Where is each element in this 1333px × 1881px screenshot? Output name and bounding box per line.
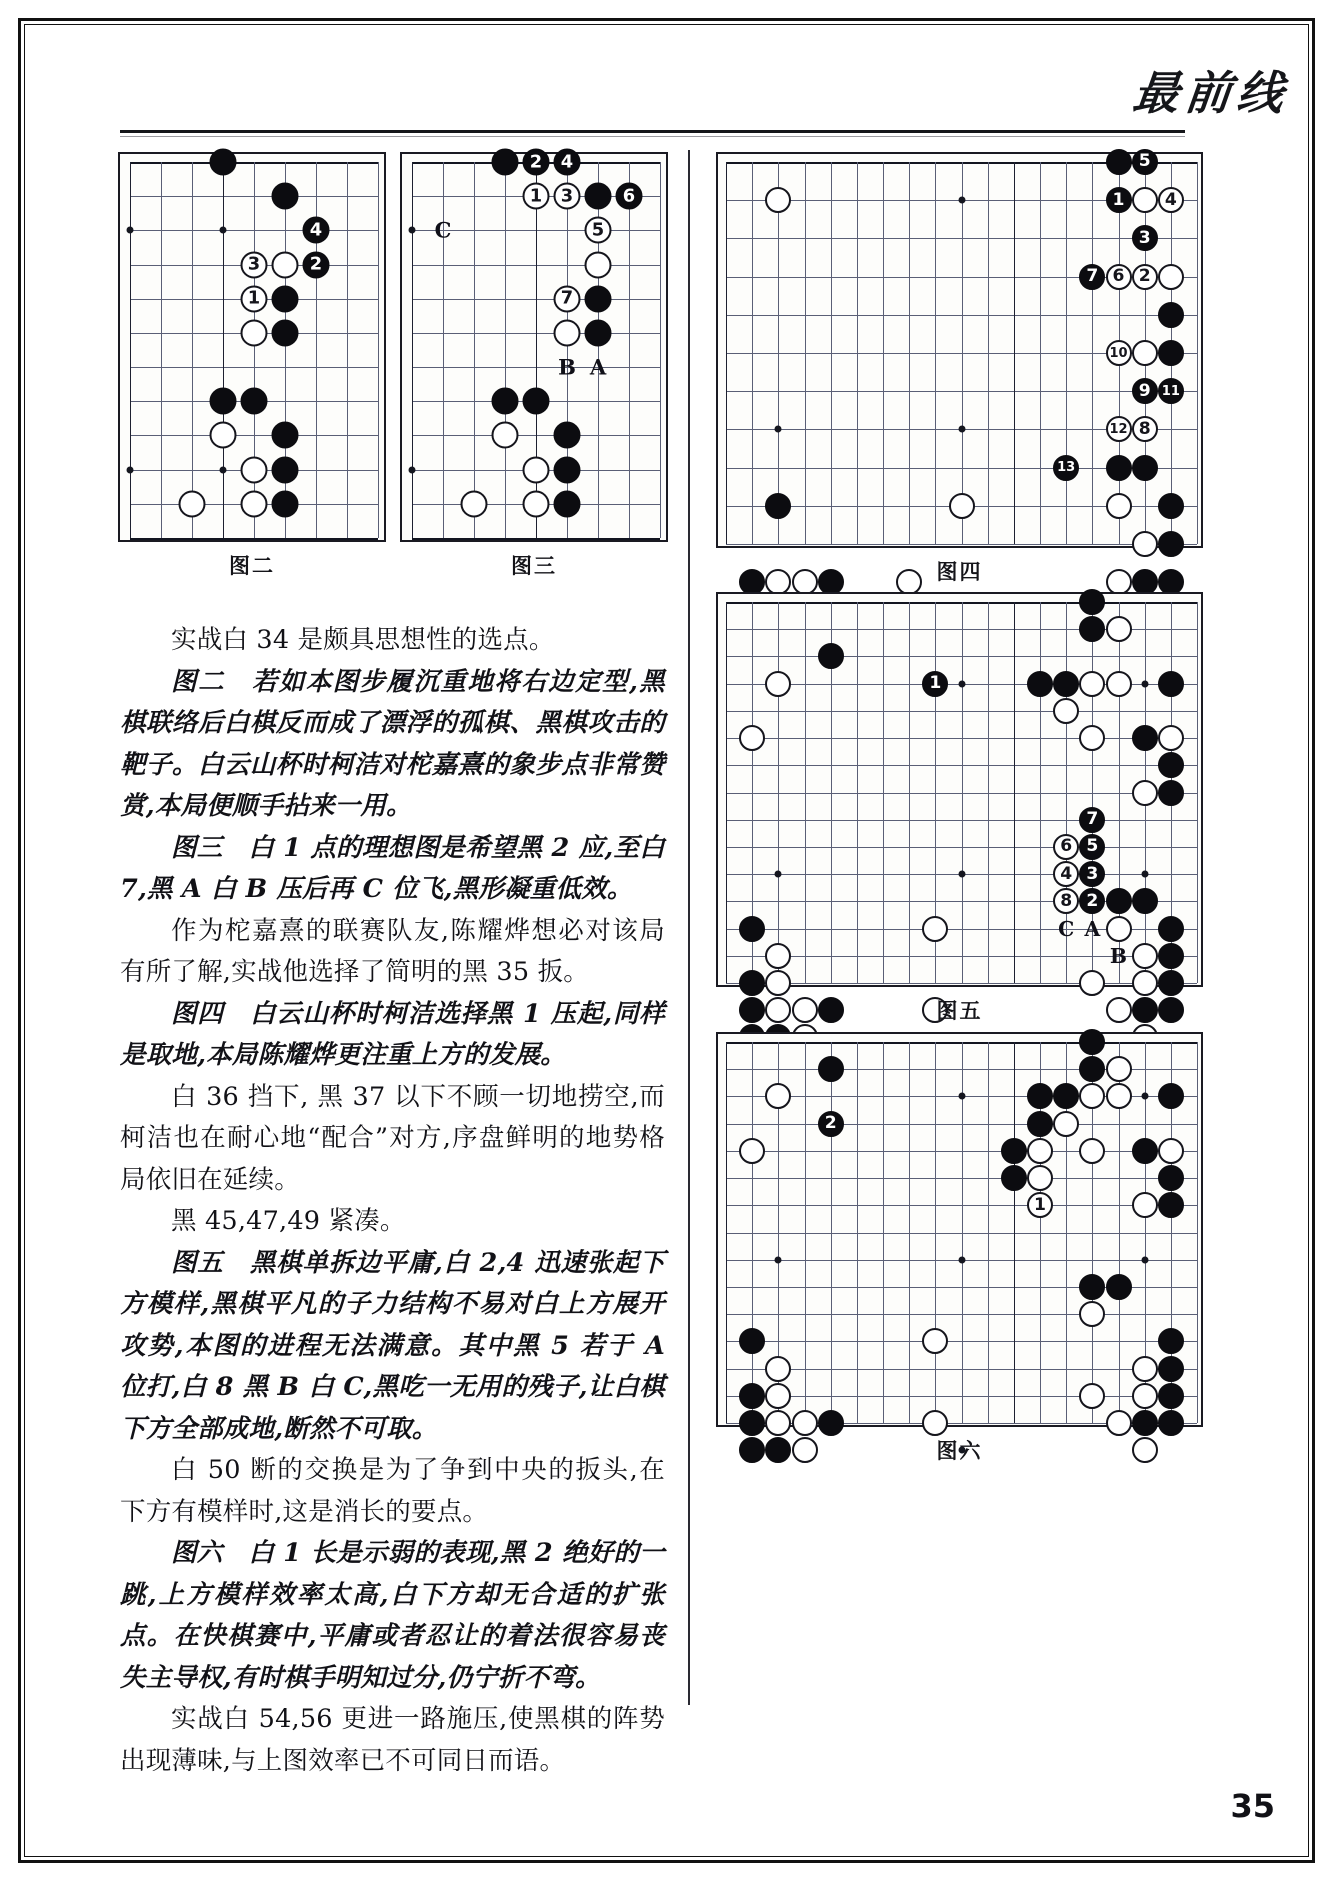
- black-stone: [585, 319, 612, 346]
- grid-line-vertical: [1014, 1042, 1015, 1423]
- star-point: [409, 466, 416, 473]
- grid-line-vertical: [778, 602, 779, 983]
- star-point: [958, 1256, 965, 1263]
- masthead-rule-secondary: [120, 136, 1185, 137]
- black-stone: [739, 1328, 765, 1354]
- grid-line-vertical: [347, 162, 348, 538]
- white-stone: [1132, 943, 1158, 969]
- white-stone: [1079, 671, 1105, 697]
- white-stone: [1106, 416, 1132, 442]
- black-stone: [554, 422, 581, 449]
- white-stone: [922, 1410, 948, 1436]
- black-stone: [1027, 1083, 1053, 1109]
- grid-line-vertical: [909, 602, 910, 983]
- paragraph: 图三 白 1 点的理想图是希望黑 2 应,至白 7,黑 A 白 B 压后再 C 位飞,黑形凝重低效。: [120, 832, 665, 904]
- black-stone: [272, 319, 299, 346]
- white-stone: [765, 671, 791, 697]
- black-stone: [241, 388, 268, 415]
- black-stone: [210, 388, 237, 415]
- star-point: [958, 680, 965, 687]
- black-stone: [272, 422, 299, 449]
- black-stone: [1132, 1410, 1158, 1436]
- white-stone: [461, 490, 488, 517]
- white-stone: [1027, 1138, 1053, 1164]
- go-diagram-5: [716, 592, 1203, 987]
- star-point: [220, 227, 227, 234]
- grid-line-vertical: [857, 162, 858, 544]
- black-stone: [739, 970, 765, 996]
- white-stone: [1079, 1301, 1105, 1327]
- point-label: C: [434, 217, 452, 243]
- black-stone: [554, 490, 581, 517]
- black-stone: [1079, 1056, 1105, 1082]
- move-number: 5: [1138, 151, 1151, 172]
- white-stone: [1158, 1138, 1184, 1164]
- white-stone: [739, 725, 765, 751]
- grid-line-vertical: [629, 162, 630, 538]
- white-stone: [241, 490, 268, 517]
- black-stone: [1079, 1274, 1105, 1300]
- go-diagram-4-caption: 图四: [936, 560, 983, 584]
- black-stone: [818, 643, 844, 669]
- grid-line-vertical: [161, 162, 162, 538]
- column-divider: [688, 150, 690, 1705]
- move-number: 4: [1164, 189, 1177, 210]
- black-stone: [616, 183, 643, 210]
- move-number: 13: [1057, 460, 1076, 476]
- grid-line-vertical: [660, 162, 661, 538]
- black-stone: [1053, 455, 1079, 481]
- grid-line-horizontal: [726, 544, 1197, 545]
- move-number: 2: [309, 253, 323, 275]
- star-point: [127, 466, 134, 473]
- white-stone: [1132, 1356, 1158, 1382]
- paragraph: 实战白 54,56 更进一路施压,使黑棋的阵势出现薄味,与上图效率已不可同日而语。: [120, 1704, 665, 1776]
- black-stone: [554, 149, 581, 176]
- white-stone: [523, 456, 550, 483]
- black-stone: [818, 1056, 844, 1082]
- white-stone: [1106, 1410, 1132, 1436]
- black-stone: [1158, 1383, 1184, 1409]
- white-stone: [241, 319, 268, 346]
- star-point: [775, 871, 782, 878]
- black-stone: [303, 251, 330, 278]
- grid-line-vertical: [726, 602, 727, 983]
- black-stone: [1132, 888, 1158, 914]
- grid-line-vertical: [831, 1042, 832, 1423]
- white-stone: [1158, 264, 1184, 290]
- black-stone: [1079, 888, 1105, 914]
- white-stone: [1106, 493, 1132, 519]
- black-stone: [1158, 1165, 1184, 1191]
- white-stone: [1132, 1192, 1158, 1218]
- black-stone: [272, 183, 299, 210]
- white-stone: [210, 422, 237, 449]
- grid-line-vertical: [1014, 602, 1015, 983]
- paragraph: 图二 若如本图步履沉重地将右边定型,黑棋联络后白棋反而成了漂浮的孤棋、黑棋攻击的靶子。白云山杯时柯洁对柁嘉熹的象步点非常赞赏,本局便顺手拈来一用。: [120, 666, 665, 821]
- white-stone: [922, 1328, 948, 1354]
- black-stone: [1158, 1192, 1184, 1218]
- black-stone: [1001, 1138, 1027, 1164]
- black-stone: [1158, 493, 1184, 519]
- black-stone: [210, 149, 237, 176]
- grid-line-vertical: [192, 162, 193, 538]
- move-number: 1: [529, 185, 543, 207]
- white-stone: [241, 456, 268, 483]
- grid-line-vertical: [857, 602, 858, 983]
- white-stone: [1079, 725, 1105, 751]
- black-stone: [1079, 861, 1105, 887]
- star-point: [958, 197, 965, 204]
- move-number: 1: [247, 287, 261, 309]
- black-stone: [1106, 149, 1132, 175]
- star-point: [220, 466, 227, 473]
- grid-line-vertical: [935, 1042, 936, 1423]
- black-stone: [1106, 455, 1132, 481]
- white-stone: [523, 183, 550, 210]
- move-number: 11: [1161, 383, 1180, 399]
- grid-line-vertical: [1066, 162, 1067, 544]
- move-number: 7: [1086, 809, 1099, 830]
- move-number: 6: [622, 185, 636, 207]
- masthead-rule: [120, 130, 1185, 133]
- move-number: 1: [1112, 189, 1125, 210]
- move-number: 7: [1086, 266, 1099, 287]
- grid-line-vertical: [752, 1042, 753, 1423]
- white-stone: [1106, 1083, 1132, 1109]
- grid-line-vertical: [1197, 1042, 1198, 1423]
- star-point: [1141, 680, 1148, 687]
- grid-line-horizontal: [726, 983, 1197, 984]
- black-stone: [1158, 1328, 1184, 1354]
- point-label: A: [589, 354, 607, 380]
- grid-line-horizontal: [412, 538, 660, 540]
- white-stone: [765, 1383, 791, 1409]
- black-stone: [1079, 589, 1105, 615]
- star-point: [1141, 871, 1148, 878]
- star-point: [775, 426, 782, 433]
- white-stone: [765, 943, 791, 969]
- move-number: 2: [1138, 266, 1151, 287]
- black-stone: [1027, 671, 1053, 697]
- grid-line-vertical: [223, 162, 224, 538]
- white-stone: [739, 1138, 765, 1164]
- paragraph: 图六 白 1 长是示弱的表现,黑 2 绝好的一跳,上方模样效率太高,白下方却无合适的扩张点。在快棋赛中,平庸或者忍让的着法很容易丧失主导权,有时棋手明知过分,仍宁折不弯。: [120, 1538, 665, 1693]
- grid-line-vertical: [988, 1042, 989, 1423]
- grid-line-vertical: [752, 162, 753, 544]
- white-stone: [554, 285, 581, 312]
- star-point: [127, 227, 134, 234]
- grid-line-vertical: [883, 1042, 884, 1423]
- white-stone: [241, 285, 268, 312]
- black-stone: [1079, 834, 1105, 860]
- white-stone: [1079, 1083, 1105, 1109]
- white-stone: [1132, 264, 1158, 290]
- black-stone: [1158, 780, 1184, 806]
- black-stone: [492, 388, 519, 415]
- white-stone: [1158, 187, 1184, 213]
- grid-line-vertical: [805, 1042, 806, 1423]
- black-stone: [1079, 1029, 1105, 1055]
- star-point: [775, 1256, 782, 1263]
- black-stone: [1158, 340, 1184, 366]
- move-number: 8: [1060, 890, 1073, 911]
- go-diagram-2-caption: 图二: [229, 554, 275, 578]
- grid-line-vertical: [505, 162, 506, 538]
- black-stone: [739, 1410, 765, 1436]
- black-stone: [1132, 455, 1158, 481]
- grid-line-vertical: [378, 162, 379, 538]
- white-stone: [1027, 1165, 1053, 1191]
- grid-line-vertical: [726, 162, 727, 544]
- black-stone: [765, 493, 791, 519]
- white-stone: [1053, 888, 1079, 914]
- point-label: B: [1109, 943, 1128, 968]
- move-number: 1: [929, 673, 942, 694]
- grid-line-vertical: [1040, 162, 1041, 544]
- white-stone: [1053, 1111, 1079, 1137]
- grid-line-vertical: [805, 602, 806, 983]
- grid-line-vertical: [988, 162, 989, 544]
- paragraph: 白 36 挡下, 黑 37 以下不顾一切地捞空,而柯洁也在耐心地“配合”对方,序盘鲜明的地势格局依旧在延续。: [120, 1081, 665, 1195]
- paragraph: 实战白 34 是颇具思想性的选点。: [171, 625, 555, 655]
- black-stone: [1001, 1165, 1027, 1191]
- black-stone: [1158, 378, 1184, 404]
- move-number: 3: [1086, 863, 1099, 884]
- grid-line-vertical: [988, 602, 989, 983]
- black-stone: [1158, 1356, 1184, 1382]
- point-label: B: [558, 354, 576, 380]
- white-stone: [554, 183, 581, 210]
- grid-line-vertical: [909, 162, 910, 544]
- white-stone: [1132, 416, 1158, 442]
- grid-line-vertical: [883, 162, 884, 544]
- grid-line-vertical: [831, 162, 832, 544]
- grid-line-vertical: [1092, 162, 1093, 544]
- black-stone: [1132, 149, 1158, 175]
- black-stone: [1053, 671, 1079, 697]
- article-body: [120, 620, 665, 1782]
- black-stone: [922, 671, 948, 697]
- paragraph: 作为柁嘉熹的联赛队友,陈耀烨想必对该局有所了解,实战他选择了简明的黑 35 扳。: [120, 915, 665, 987]
- white-stone: [179, 490, 206, 517]
- move-number: 10: [1109, 345, 1128, 361]
- grid-line-vertical: [726, 1042, 727, 1423]
- black-stone: [1132, 725, 1158, 751]
- black-stone: [1158, 1410, 1184, 1436]
- black-stone: [739, 1383, 765, 1409]
- white-stone: [765, 1356, 791, 1382]
- page-number: 35: [1230, 1787, 1275, 1825]
- black-stone: [303, 217, 330, 244]
- black-stone: [1158, 943, 1184, 969]
- go-diagram-6: [716, 1032, 1203, 1427]
- black-stone: [818, 1111, 844, 1137]
- black-stone: [1132, 225, 1158, 251]
- move-number: 4: [309, 219, 323, 241]
- black-stone: [1106, 187, 1132, 213]
- black-stone: [1132, 378, 1158, 404]
- grid-line-vertical: [1040, 602, 1041, 983]
- grid-line-vertical: [130, 162, 131, 538]
- black-stone: [1053, 1083, 1079, 1109]
- white-stone: [1106, 1056, 1132, 1082]
- move-number: 4: [1060, 863, 1073, 884]
- black-stone: [523, 149, 550, 176]
- white-stone: [1106, 340, 1132, 366]
- grid-line-vertical: [1197, 602, 1198, 983]
- black-stone: [1132, 1138, 1158, 1164]
- star-point: [958, 426, 965, 433]
- black-stone: [1106, 888, 1132, 914]
- grid-line-vertical: [1014, 162, 1015, 544]
- white-stone: [1106, 264, 1132, 290]
- white-stone: [554, 319, 581, 346]
- grid-line-vertical: [778, 162, 779, 544]
- grid-line-vertical: [857, 1042, 858, 1423]
- star-point: [958, 871, 965, 878]
- white-stone: [241, 251, 268, 278]
- paragraph: 图五 黑棋单拆边平庸,白 2,4 迅速张起下方模样,黑棋平凡的子力结构不易对白上方展开攻势,本图的进程无法满意。其中黑 5 若于 A 位打,白 8 黑 B 白 C,黑吃一无用的残子,让白棋下方全部成地,断然不可取。: [120, 1247, 665, 1444]
- white-stone: [1053, 861, 1079, 887]
- move-number: 7: [560, 287, 574, 309]
- white-stone: [922, 916, 948, 942]
- grid-line-vertical: [909, 1042, 910, 1423]
- move-number: 3: [1138, 227, 1151, 248]
- move-number: 8: [1138, 418, 1151, 439]
- black-stone: [1158, 671, 1184, 697]
- black-stone: [1158, 1083, 1184, 1109]
- black-stone: [1158, 970, 1184, 996]
- white-stone: [1053, 834, 1079, 860]
- grid-line-vertical: [1197, 162, 1198, 544]
- black-stone: [1106, 1274, 1132, 1300]
- move-number: 6: [1112, 266, 1125, 287]
- grid-line-vertical: [412, 162, 413, 538]
- white-stone: [1132, 187, 1158, 213]
- grid-line-horizontal: [130, 538, 378, 540]
- black-stone: [585, 285, 612, 312]
- move-number: 4: [560, 151, 574, 173]
- star-point: [958, 1093, 965, 1100]
- move-number: 3: [560, 185, 574, 207]
- white-stone: [765, 1410, 791, 1436]
- white-stone: [1079, 1138, 1105, 1164]
- move-number: 12: [1109, 421, 1128, 437]
- white-stone: [272, 251, 299, 278]
- black-stone: [1158, 302, 1184, 328]
- black-stone: [523, 388, 550, 415]
- white-stone: [1079, 970, 1105, 996]
- point-label: A: [1084, 916, 1101, 941]
- white-stone: [1079, 1383, 1105, 1409]
- white-stone: [1132, 1383, 1158, 1409]
- black-stone: [1079, 264, 1105, 290]
- white-stone: [1132, 531, 1158, 557]
- move-number: 1: [1034, 1194, 1046, 1215]
- black-stone: [1079, 807, 1105, 833]
- move-number: 5: [1086, 836, 1099, 857]
- white-stone: [585, 251, 612, 278]
- white-stone: [949, 493, 975, 519]
- black-stone: [1027, 1111, 1053, 1137]
- masthead: [1009, 62, 1292, 134]
- black-stone: [272, 490, 299, 517]
- go-diagram-2: [118, 152, 386, 542]
- move-number: 5: [591, 219, 605, 241]
- white-stone: [585, 217, 612, 244]
- white-stone: [1132, 340, 1158, 366]
- grid-line-vertical: [883, 602, 884, 983]
- black-stone: [818, 1410, 844, 1436]
- paragraph: 黑 45,47,49 紧凑。: [171, 1206, 406, 1236]
- black-stone: [739, 916, 765, 942]
- point-label: C: [1058, 916, 1075, 941]
- black-stone: [585, 183, 612, 210]
- paragraph: 图四 白云山杯时柯洁选择黑 1 压起,同样是取地,本局陈耀烨更注重上方的发展。: [120, 998, 665, 1070]
- white-stone: [1132, 970, 1158, 996]
- black-stone: [272, 285, 299, 312]
- black-stone: [1079, 616, 1105, 642]
- black-stone: [492, 149, 519, 176]
- grid-line-vertical: [935, 162, 936, 544]
- white-stone: [1106, 671, 1132, 697]
- white-stone: [765, 1083, 791, 1109]
- star-point: [1141, 1256, 1148, 1263]
- black-stone: [554, 456, 581, 483]
- go-diagram-5-caption: 图五: [936, 999, 983, 1023]
- move-number: 2: [529, 151, 543, 173]
- move-number: 9: [1138, 380, 1151, 401]
- masthead-title: 最前线: [1130, 66, 1292, 120]
- go-diagram-3: [400, 152, 668, 542]
- go-diagram-4: [716, 152, 1203, 548]
- white-stone: [1158, 725, 1184, 751]
- black-stone: [1158, 916, 1184, 942]
- black-stone: [1158, 531, 1184, 557]
- black-stone: [1158, 752, 1184, 778]
- white-stone: [1053, 698, 1079, 724]
- grid-line-vertical: [962, 162, 963, 544]
- go-diagram-3-caption: 图三: [511, 554, 557, 578]
- grid-line-vertical: [805, 162, 806, 544]
- grid-line-vertical: [474, 162, 475, 538]
- paragraph: 白 50 断的交换是为了争到中央的扳头,在下方有模样时,这是消长的要点。: [120, 1455, 665, 1527]
- white-stone: [1106, 916, 1132, 942]
- star-point: [409, 227, 416, 234]
- white-stone: [765, 187, 791, 213]
- white-stone: [523, 490, 550, 517]
- move-number: 6: [1060, 836, 1073, 857]
- white-stone: [1132, 780, 1158, 806]
- white-stone: [765, 970, 791, 996]
- white-stone: [492, 422, 519, 449]
- move-number: 3: [247, 253, 261, 275]
- go-diagram-6-caption: 图六: [936, 1439, 983, 1463]
- move-number: 2: [1086, 890, 1099, 911]
- move-number: 2: [824, 1113, 837, 1134]
- star-point: [1141, 1093, 1148, 1100]
- white-stone: [792, 1410, 818, 1436]
- white-stone: [1027, 1192, 1053, 1218]
- white-stone: [1106, 616, 1132, 642]
- grid-line-vertical: [962, 602, 963, 983]
- black-stone: [272, 456, 299, 483]
